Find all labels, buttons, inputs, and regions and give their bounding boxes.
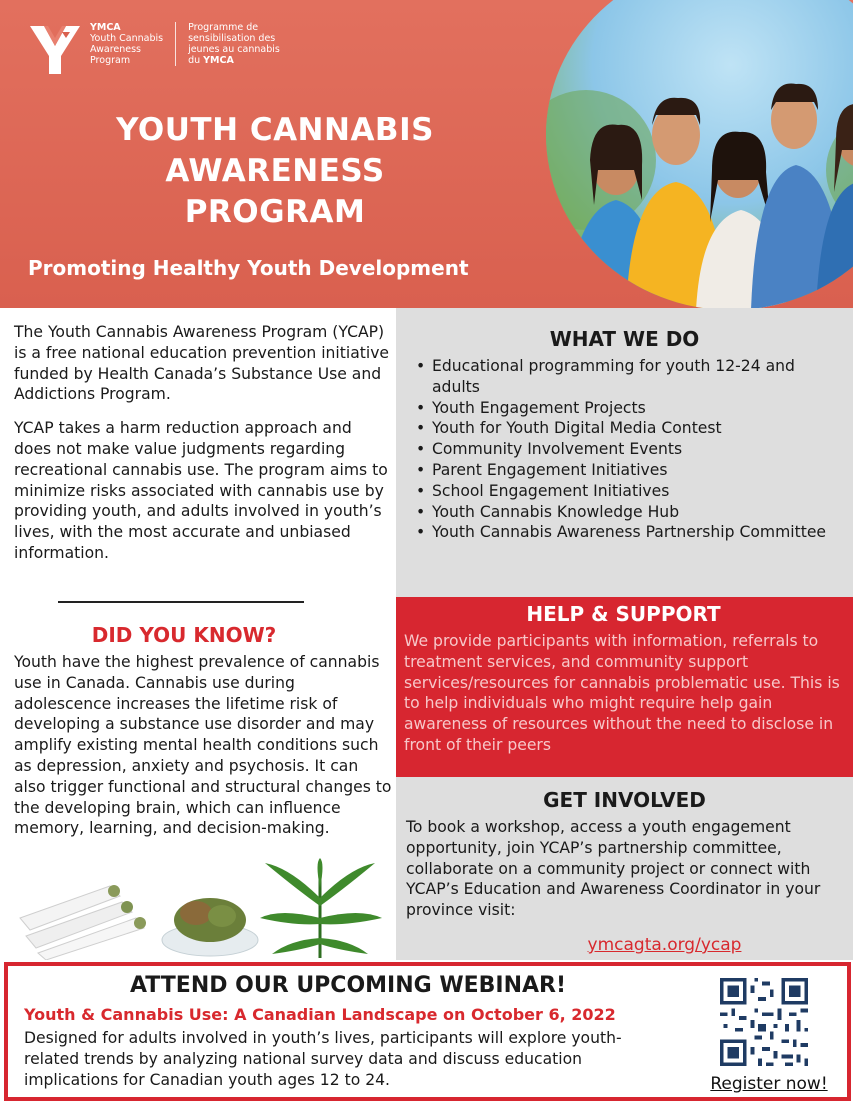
did-you-know-text: Youth have the highest prevalence of cannabis use in Canada. Cannabis use during adolescence increases the lifetime risk of developing a substance use disorder and may amplify existing mental health conditions such as depression, anxiety and psychosis. It can also trigger functional and structural changes to the developing brain, which can influence memory, learning, and decision-making. [14, 653, 392, 838]
intro-paragraph: The Youth Cannabis Awareness Program (YCAP) is a free national education prevention initiative funded by Health Canada’s Substance Use and Addictions Program. [14, 323, 390, 404]
what-we-do-section [396, 308, 853, 597]
did-you-know-title: DID YOU KNOW? [91, 623, 277, 647]
what-we-do-list [412, 356, 837, 543]
list-item: • Educational programming for youth 12-24 and adults [412, 356, 837, 398]
list-item: • School Engagement Initiatives [412, 481, 837, 502]
get-involved-text: To book a workshop, access a youth engagement opportunity, join YCAP’s partnership committee, collaborate on a community project or connect with YCAP’s Education and Awareness Coordinator in your province visit: [406, 818, 821, 920]
intro-section [14, 322, 392, 577]
webinar-title: ATTEND OUR UPCOMING WEBINAR! [129, 973, 567, 998]
list-item: • Community Involvement Events [412, 439, 837, 460]
list-item: • Parent Engagement Initiatives [412, 460, 837, 481]
get-involved-title: GET INVOLVED [543, 788, 706, 812]
list-item: • Youth Engagement Projects [412, 398, 837, 419]
list-item: • Youth Cannabis Knowledge Hub [412, 502, 837, 523]
help-support-text: We provide participants with information, referrals to treatment services, and community support services/resources for cannabis problematic use. This is to help individuals who might require help gain awareness of resources without the need to disclose in front of their peers [404, 632, 840, 754]
list-item: • Youth Cannabis Awareness Partnership Committee [412, 522, 837, 543]
qr-code-icon[interactable] [716, 974, 812, 1070]
cannabis-images [10, 858, 390, 960]
logo-english-text: YMCA Youth Cannabis Awareness Program [90, 22, 164, 66]
page-title: YOUTH CANNABIS AWARENESS PROGRAM [116, 112, 434, 230]
what-we-do-title: WHAT WE DO [549, 327, 700, 351]
ymca-y-logo-icon [28, 22, 82, 78]
webinar-section [4, 962, 851, 1101]
ycap-website-link[interactable]: ymcagta.org/ycap [587, 934, 742, 955]
logo-french-text: Programme de sensibilisation des jeunes au cannabis du YMCA [188, 22, 280, 66]
page-subtitle: Promoting Healthy Youth Development [28, 256, 469, 280]
cannabis-plant-image-icon [260, 858, 382, 958]
webinar-description: Designed for adults involved in youth’s lives, participants will explore youth-related trends by analyzing national survey data and discuss education implications for Canadian youth ages 12 to 24. [24, 1029, 622, 1089]
list-item: • Youth for Youth Digital Media Contest [412, 418, 837, 439]
register-now-link[interactable]: Register now! [710, 1074, 828, 1094]
header-banner [0, 0, 853, 308]
youth-group-photo-icon [546, 0, 853, 308]
help-support-title: HELP & SUPPORT [526, 602, 721, 626]
ymca-logo [28, 22, 280, 78]
cannabis-joints-image-icon [20, 885, 146, 960]
help-support-section [396, 597, 853, 777]
webinar-subtitle: Youth & Cannabis Use: A Canadian Landscape on October 6, 2022 [24, 1005, 616, 1024]
cannabis-bud-image-icon [162, 898, 258, 956]
get-involved-section [396, 777, 853, 960]
intro-paragraph: YCAP takes a harm reduction approach and does not make value judgments regarding recreational cannabis use. The program aims to minimize risks associated with cannabis use by providing youth, and adults involved in youth’s lives, with the most accurate and unbiased information. [14, 419, 388, 562]
section-divider [58, 601, 304, 603]
logo-divider [175, 22, 176, 66]
